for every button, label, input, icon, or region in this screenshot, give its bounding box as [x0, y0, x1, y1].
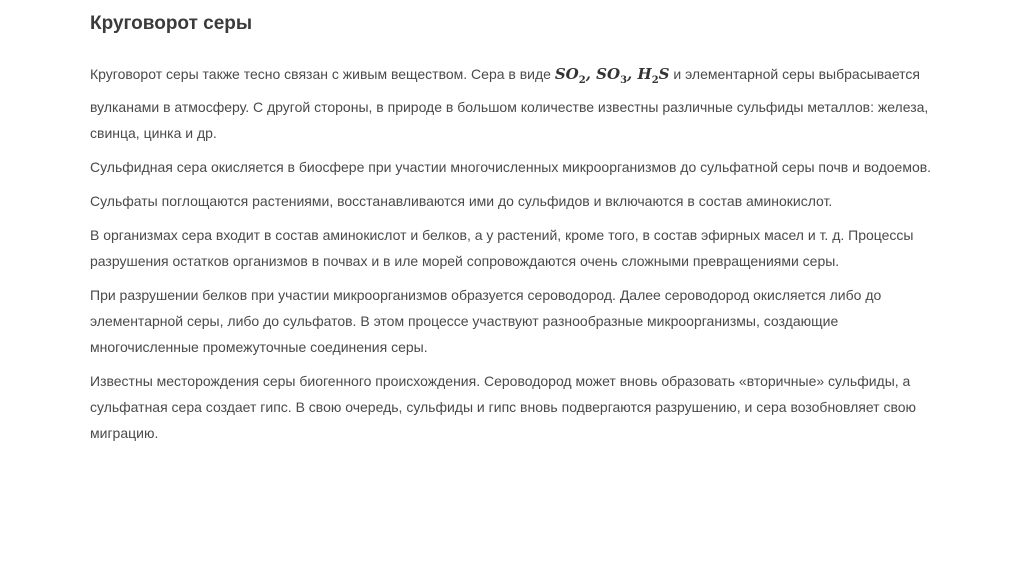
paragraph-4: В организмах сера входит в состав аминокислот и белков, а у растений, кроме того, в состав эфирных масел и т. д. Процессы разрушения остатков организмов в почвах и в иле морей сопровождаются очень сложными превращениями серы.: [90, 227, 914, 269]
formula-so3: [596, 65, 628, 86]
paragraph-3: Сульфаты поглощаются растениями, восстанавливаются ими до сульфидов и включаются в состав аминокислот.: [90, 193, 833, 209]
formula-so3-base: SO: [596, 65, 621, 83]
paragraph-1-text-after: и элементарной серы выбрасывается вулканами в атмосферу. С другой стороны, в природе в большом количестве известны различные сульфиды металлов: железа, свинца, цинка и др.: [90, 66, 929, 141]
formula-h2s-h: H: [637, 65, 652, 83]
paragraph-1-text-before: Круговорот серы также тесно связан с живым веществом. Сера в виде: [90, 66, 555, 82]
formula-separator: ,: [585, 65, 597, 83]
paragraph-2: Сульфидная сера окисляется в биосфере при участии многочисленных микроорганизмов до сульфатной серы почв и водоемов.: [90, 159, 932, 175]
formula-so3-subscript: 3: [620, 75, 628, 86]
paragraph-1: [90, 61, 950, 146]
formula-so2: [554, 65, 586, 86]
formula-h2s-subscript: 2: [651, 75, 659, 86]
formula-so2-base: SO: [554, 65, 579, 83]
formula-so2-subscript: 2: [578, 75, 586, 86]
paragraph-6: Известны месторождения серы биогенного происхождения. Сероводород может вновь образовать «вторичные» сульфиды, а сульфатная сера создает гипс. В свою очередь, сульфиды и гипс вновь подвергаются разрушению, и сера возобновляет свою миграцию.: [90, 373, 917, 441]
article: [90, 12, 950, 454]
formula-h2s: [637, 65, 670, 86]
formula-separator: ,: [627, 65, 638, 83]
article-title: Круговорот серы: [90, 13, 253, 34]
formula-h2s-s: S: [658, 65, 670, 83]
paragraph-5: При разрушении белков при участии микроорганизмов образуется сероводород. Далее сероводород окисляется либо до элементарной серы, либо до сульфатов. В этом процессе участвуют разнообразные микроорганизмы, создающие многочисленные промежуточные соединения серы.: [90, 287, 882, 355]
